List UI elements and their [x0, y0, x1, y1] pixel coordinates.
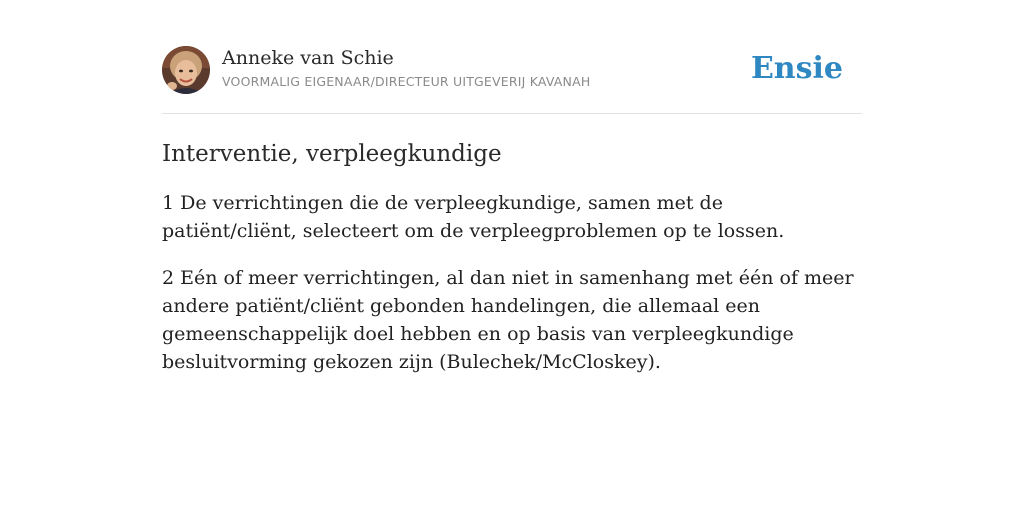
- author-role: VOORMALIG EIGENAAR/DIRECTEUR UITGEVERIJ KAVANAH: [222, 74, 591, 89]
- page-title: Interventie, verpleegkundige: [162, 141, 502, 167]
- author-header: [162, 46, 862, 114]
- ensie-logo[interactable]: Ensie: [750, 51, 843, 86]
- definition-paragraph-1: 1 De verrichtingen die de verpleegkundige, samen met de patiënt/cliënt, selecteert om de verpleegproblemen op te lossen.: [162, 192, 785, 242]
- article-card: [162, 46, 862, 376]
- avatar-photo-icon: [162, 46, 210, 94]
- author-name[interactable]: Anneke van Schie: [222, 47, 394, 69]
- definition-paragraph-2: 2 Eén of meer verrichtingen, al dan niet in samenhang met één of meer andere patiënt/cliënt gebonden handelingen, die allemaal een gemeenschappelijk doel hebben en op basis van verpleegkundige besluitvorming gekozen zijn (Bulechek/McCloskey).: [162, 267, 854, 373]
- avatar[interactable]: [162, 46, 210, 94]
